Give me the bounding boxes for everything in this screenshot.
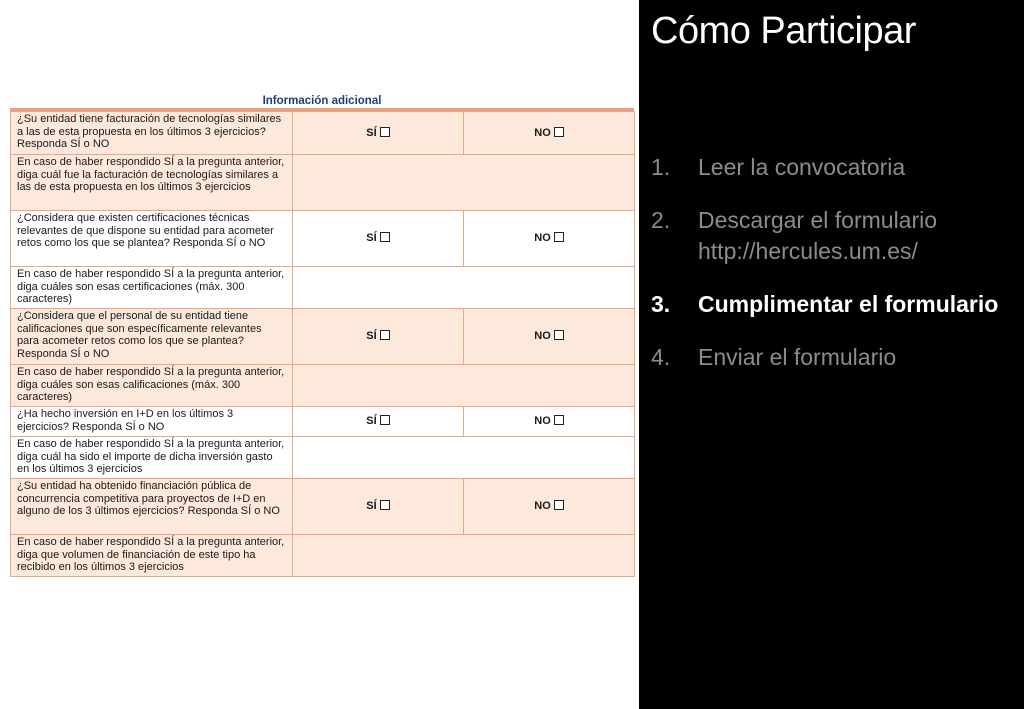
yes-option[interactable] xyxy=(293,112,464,155)
yes-option[interactable] xyxy=(293,479,464,535)
form-title: Información adicional xyxy=(262,95,382,107)
yes-option[interactable] xyxy=(293,211,464,267)
step-number: 4. xyxy=(651,344,671,370)
step-1 xyxy=(651,152,1016,183)
no-label: NO xyxy=(534,232,551,245)
instructions-panel xyxy=(639,0,1024,709)
steps-list xyxy=(651,152,1016,395)
detail-text: En caso de haber respondido SÍ a la pregunta anterior, diga cuál fue la facturación de tecnologías similares a las de esta propuesta en los últimos 3 ejercicios xyxy=(11,155,293,211)
yes-label: SÍ xyxy=(366,500,377,513)
form-row-question xyxy=(11,309,635,365)
form-row-detail xyxy=(11,535,635,577)
yes-checkbox[interactable] xyxy=(380,500,390,510)
yes-checkbox[interactable] xyxy=(380,232,390,242)
question-text: ¿Considera que el personal de su entidad tiene calificaciones que son específicamente relevantes para acometer retos como los que se plantea? Responda SÍ o NO xyxy=(11,309,293,365)
detail-text: En caso de haber respondido SÍ a la pregunta anterior, diga cuáles son esas calificaciones (máx. 300 caracteres) xyxy=(11,365,293,407)
no-option[interactable] xyxy=(464,479,635,535)
step-text: Cumplimentar el formulario xyxy=(698,291,999,317)
step-3 xyxy=(651,289,1016,320)
step-number: 3. xyxy=(651,291,671,317)
yes-checkbox[interactable] xyxy=(380,127,390,137)
answer-field[interactable] xyxy=(293,365,635,407)
no-checkbox[interactable] xyxy=(554,500,564,510)
no-label: NO xyxy=(534,126,551,139)
no-label: NO xyxy=(534,415,551,428)
form-row-question xyxy=(11,479,635,535)
detail-text: En caso de haber respondido SÍ a la pregunta anterior, diga cuáles son esas certificaciones (máx. 300 caracteres) xyxy=(11,267,293,309)
yes-label: SÍ xyxy=(366,415,377,428)
answer-field[interactable] xyxy=(293,437,635,479)
step-text: Leer la convocatoria xyxy=(698,154,906,180)
yes-label: SÍ xyxy=(366,232,377,245)
step-number: 1. xyxy=(651,154,671,180)
answer-field[interactable] xyxy=(293,155,635,211)
step-number: 2. xyxy=(651,207,671,233)
form-row-detail xyxy=(11,155,635,211)
detail-text: En caso de haber respondido SÍ a la pregunta anterior, diga que volumen de financiación de este tipo ha recibido en los últimos 3 ejercicios xyxy=(11,535,293,577)
form-row-question xyxy=(11,112,635,155)
question-text: ¿Su entidad tiene facturación de tecnologías similares a las de esta propuesta en los últimos 3 ejercicios? Responda SÍ o NO xyxy=(11,112,293,155)
answer-field[interactable] xyxy=(293,535,635,577)
form-row-detail xyxy=(11,267,635,309)
no-checkbox[interactable] xyxy=(554,330,564,340)
answer-field[interactable] xyxy=(293,267,635,309)
no-checkbox[interactable] xyxy=(554,415,564,425)
no-option[interactable] xyxy=(464,112,635,155)
no-label: NO xyxy=(534,330,551,343)
question-text: ¿Considera que existen certificaciones técnicas relevantes de que dispone su entidad para acometer retos como los que se plantea? Responda SÍ o NO xyxy=(11,211,293,267)
no-label: NO xyxy=(534,500,551,513)
no-option[interactable] xyxy=(464,211,635,267)
no-option[interactable] xyxy=(464,407,635,437)
yes-label: SÍ xyxy=(366,126,377,139)
yes-checkbox[interactable] xyxy=(380,330,390,340)
no-option[interactable] xyxy=(464,309,635,365)
step-2 xyxy=(651,205,1016,267)
no-checkbox[interactable] xyxy=(554,232,564,242)
no-checkbox[interactable] xyxy=(554,127,564,137)
detail-text: En caso de haber respondido SÍ a la pregunta anterior, diga cuál ha sido el importe de dicha inversión gasto en los últimos 3 ejercicios xyxy=(11,437,293,479)
form-row-detail xyxy=(11,365,635,407)
question-text: ¿Su entidad ha obtenido financiación pública de concurrencia competitiva para proyectos de I+D en alguno de los 3 últimos ejercicios? Responda SÍ o NO xyxy=(11,479,293,535)
step-text: Descargar el formulario http://hercules.um.es/ xyxy=(698,207,938,264)
form-row-question xyxy=(11,211,635,267)
step-4 xyxy=(651,342,1016,373)
step-text: Enviar el formulario xyxy=(698,344,897,370)
form-row-question xyxy=(11,407,635,437)
question-text: ¿Ha hecho inversión en I+D en los últimos 3 ejercicios? Responda SÍ o NO xyxy=(11,407,293,437)
yes-option[interactable] xyxy=(293,309,464,365)
yes-checkbox[interactable] xyxy=(380,415,390,425)
form-table xyxy=(10,111,635,577)
panel-title: Cómo Participar xyxy=(651,10,916,52)
yes-label: SÍ xyxy=(366,330,377,343)
yes-option[interactable] xyxy=(293,407,464,437)
form-row-detail xyxy=(11,437,635,479)
